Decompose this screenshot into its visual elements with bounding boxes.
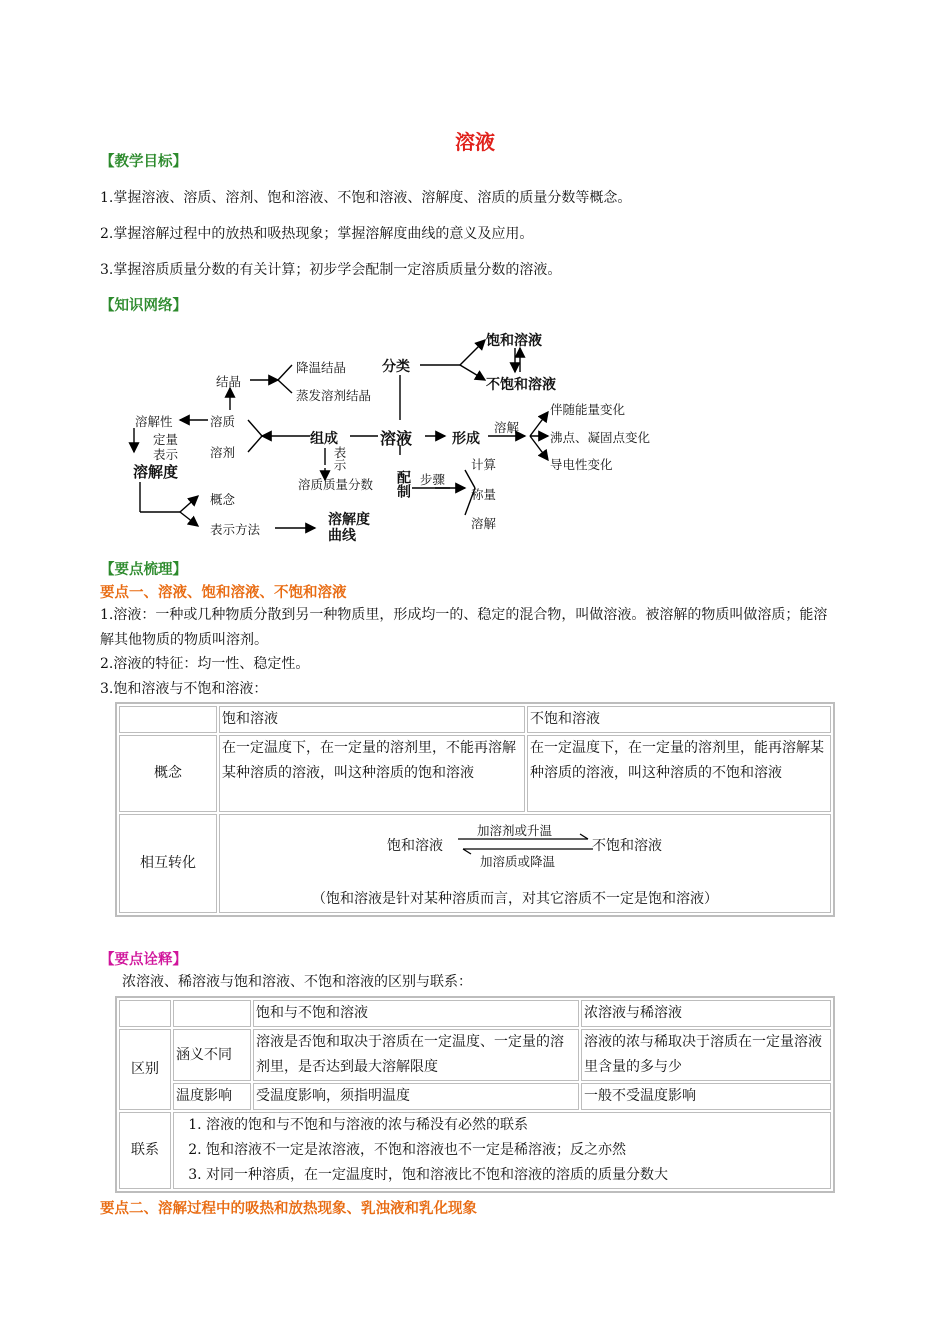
node-form: 形成	[452, 431, 480, 447]
node-cond: 导电性变化	[550, 457, 613, 472]
node-solute: 溶质	[210, 414, 236, 429]
table2-corner-a	[119, 1000, 171, 1027]
node-concept: 概念	[210, 492, 236, 507]
link-item: 1. 溶液的饱和与不饱和与溶液的浓与稀没有必然的联系	[206, 1113, 828, 1138]
node-solubility: 溶解度	[133, 463, 179, 481]
goal-3: 3.掌握溶质质量分数的有关计算；初步学会配制一定溶质质量分数的溶液。	[100, 262, 562, 278]
table1-row1-unsat: 在一定温度下，在一定量的溶剂里，能再溶解某种溶质的溶液，叫这种溶质的不饱和溶液	[527, 735, 831, 812]
table-saturated	[115, 702, 835, 917]
table1-head-unsat: 不饱和溶液	[527, 706, 831, 733]
table2-meaning-conc: 溶液的浓与稀取决于溶质在一定量溶液里含量的多与少	[581, 1029, 831, 1081]
point2-heading: 要点二、溶解过程中的吸热和放热现象、乳浊液和乳化现象	[100, 1201, 477, 1217]
conv-unsat: 不饱和溶液	[592, 838, 662, 854]
table2-head-sat: 饱和与不饱和溶液	[253, 1000, 579, 1027]
table2-meaning: 涵义不同	[173, 1029, 251, 1081]
table2-diff: 区别	[119, 1029, 171, 1110]
node-cool: 降温结晶	[296, 360, 347, 375]
link-item: 3. 对同一种溶质，在一定温度时，饱和溶液比不饱和溶液的溶质的质量分数大	[206, 1163, 828, 1188]
section-points: 【要点梳理】	[100, 562, 187, 578]
conv-up: 加溶剂或升温	[477, 823, 553, 838]
point1-heading: 要点一、溶液、饱和溶液、不饱和溶液	[100, 585, 347, 601]
point1-p3: 3.饱和溶液与不饱和溶液：	[100, 681, 268, 697]
explain-intro: 浓溶液、稀溶液与饱和溶液、不饱和溶液的区别与联系：	[122, 974, 472, 990]
section-goals: 【教学目标】	[100, 154, 187, 170]
node-center: 溶液	[380, 429, 413, 448]
conv-note: （饱和溶液是针对某种溶质而言，对其它溶质不一定是饱和溶液）	[312, 891, 718, 907]
node-curve: 溶解度曲线	[328, 512, 370, 544]
node-crystal: 结晶	[216, 374, 242, 389]
table1-row1-sat: 在一定温度下，在一定量的溶剂里，不能再溶解某种溶质的溶液，叫这种溶质的饱和溶液	[219, 735, 525, 812]
node-dissolve2: 溶解	[471, 516, 497, 531]
table1-corner	[119, 706, 217, 733]
node-calc: 计算	[471, 457, 497, 472]
node-solvent: 溶剂	[210, 445, 236, 460]
section-network: 【知识网络】	[100, 298, 187, 314]
node-saturated: 饱和溶液	[486, 333, 542, 349]
point1-p1: 1.溶液：一种或几种物质分散到另一种物质里，形成均一的、稳定的混合物，叫做溶液。被溶解的物质叫做溶质；能溶解其他物质的物质叫溶剂。	[100, 607, 828, 648]
table2-corner-b	[173, 1000, 251, 1027]
page-title: 溶液	[455, 130, 495, 154]
goal-1: 1.掌握溶液、溶质、溶剂、饱和溶液、不饱和溶液、溶解度、溶质的质量分数等概念。	[100, 190, 632, 206]
conv-down: 加溶质或降温	[480, 854, 556, 869]
node-classify: 分类	[382, 359, 410, 375]
table2-head-conc: 浓溶液与稀溶液	[581, 1000, 831, 1027]
link-list	[176, 1113, 828, 1188]
section-explain: 【要点诠释】	[100, 952, 187, 968]
goal-2: 2.掌握溶解过程中的放热和吸热现象；掌握溶解度曲线的意义及应用。	[100, 226, 534, 242]
node-express: 表示	[153, 447, 179, 462]
node-energy: 伴随能量变化	[550, 402, 626, 417]
table2-temp-sat: 受温度影响，须指明温度	[253, 1083, 579, 1110]
table1-row2-cell	[219, 814, 831, 913]
node-compose: 组成	[310, 431, 338, 447]
table1-head-sat: 饱和溶液	[219, 706, 525, 733]
node-bp: 沸点、凝固点变化	[550, 430, 651, 445]
node-quant: 定量	[153, 432, 179, 447]
node-evap: 蒸发溶剂结晶	[296, 388, 372, 403]
table2-link-cell	[173, 1112, 831, 1189]
node-express2: 表示	[332, 446, 347, 471]
table1-row1-label: 概念	[119, 735, 217, 812]
node-prepare: 配制	[395, 470, 411, 498]
table1-row2-label: 相互转化	[119, 814, 217, 913]
table-compare	[115, 996, 835, 1193]
node-solubility-prop: 溶解性	[135, 414, 173, 429]
node-unsaturated: 不饱和溶液	[486, 377, 556, 393]
node-method: 表示方法	[210, 522, 261, 537]
table2-temp-conc: 一般不受温度影响	[581, 1083, 831, 1110]
node-weigh: 称量	[471, 487, 497, 502]
point1-p2: 2.溶液的特征：均一性、稳定性。	[100, 656, 310, 672]
node-mass-frac: 溶质质量分数	[298, 477, 374, 492]
table2-meaning-sat: 溶液是否饱和取决于溶质在一定温度、一定量的溶剂里，是否达到最大溶解限度	[253, 1029, 579, 1081]
table2-link: 联系	[119, 1112, 171, 1189]
table2-temp: 温度影响	[173, 1083, 251, 1110]
link-item: 2. 饱和溶液不一定是浓溶液，不饱和溶液也不一定是稀溶液；反之亦然	[206, 1138, 828, 1163]
conv-sat: 饱和溶液	[387, 838, 443, 854]
node-steps: 步骤	[420, 472, 446, 487]
node-dissolve: 溶解	[494, 420, 520, 435]
